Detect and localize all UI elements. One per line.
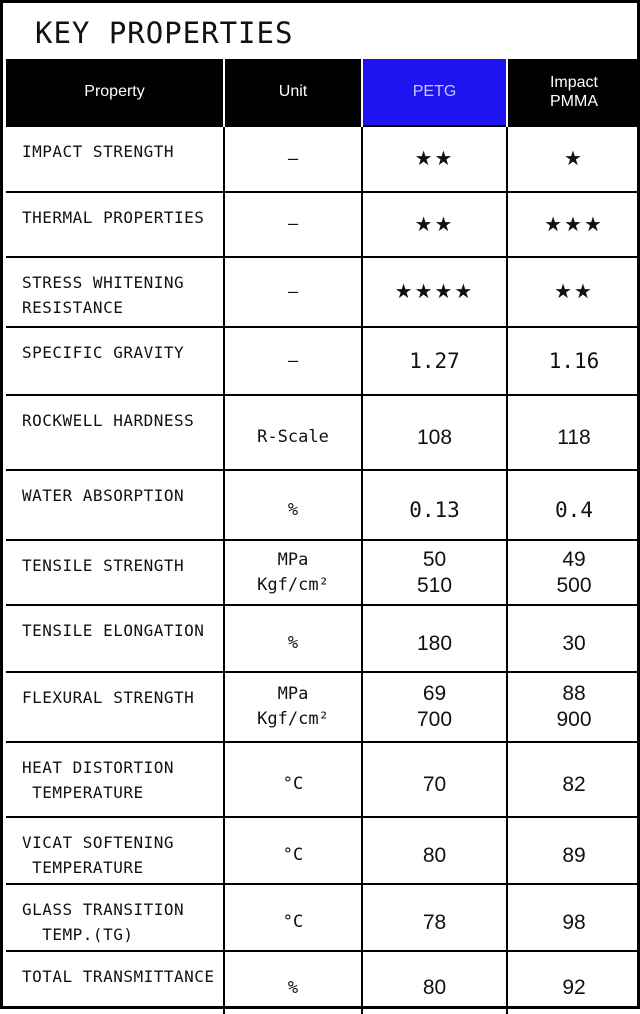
unit-cell [224, 327, 362, 395]
pmma-value: 92 [562, 976, 586, 999]
star-rating: ★★ [414, 148, 455, 170]
star-rating: ★ [564, 148, 584, 170]
petg-value: 700 [416, 708, 453, 731]
unit-value: — [287, 350, 299, 371]
pmma-value-cell [507, 742, 640, 817]
property-name-line: HEAT DISTORTION [22, 758, 174, 777]
pmma-value-cell [507, 470, 640, 540]
petg-value: 180 [416, 631, 453, 655]
table-row [6, 951, 640, 1014]
property-name-cell [6, 470, 224, 540]
unit-cell [224, 126, 362, 192]
property-name-line: TEMP.(TG) [22, 925, 134, 944]
property-name-cell [6, 817, 224, 884]
column-header-petg: PETG [362, 59, 507, 126]
property-name-line: FLEXURAL STRENGTH [22, 688, 195, 707]
property-name-cell [6, 395, 224, 470]
pmma-value-cell [507, 884, 640, 951]
unit-value: MPa [277, 549, 309, 570]
column-header-pmma-line2: PMMA [550, 93, 598, 110]
petg-value-cell [362, 540, 507, 605]
pmma-value-cell [507, 540, 640, 605]
property-name-cell [6, 951, 224, 1014]
pmma-value: 500 [556, 573, 592, 597]
unit-cell [224, 192, 362, 257]
unit-value: °C [282, 912, 304, 932]
unit-value: °C [282, 774, 304, 794]
unit-cell [224, 884, 362, 951]
property-name-line: STRESS WHITENING [22, 273, 185, 292]
pmma-value-cell [507, 395, 640, 470]
table-row [6, 817, 640, 884]
unit-value: % [287, 977, 299, 998]
table-row [6, 470, 640, 540]
star-rating: ★★ [554, 281, 594, 303]
unit-value: °C [282, 845, 304, 865]
petg-value: 69 [422, 682, 447, 705]
petg-value-cell [362, 605, 507, 672]
pmma-value: 118 [557, 425, 591, 449]
unit-value: R-Scale [257, 427, 329, 447]
unit-cell [224, 395, 362, 470]
pmma-value: 98 [562, 910, 586, 934]
petg-value-cell [362, 884, 507, 951]
column-header-unit: Unit [224, 59, 362, 126]
unit-value: % [287, 633, 299, 653]
pmma-value: 1.16 [548, 349, 600, 373]
table-row [6, 327, 640, 395]
unit-cell [224, 817, 362, 884]
property-name-line: TENSILE STRENGTH [22, 556, 185, 575]
table-row [6, 605, 640, 672]
petg-value: 50 [422, 547, 447, 571]
property-name-cell [6, 605, 224, 672]
pmma-value: 89 [562, 843, 586, 867]
property-name-line: THERMAL PROPERTIES [22, 208, 205, 227]
column-header-impact-pmma [507, 59, 640, 126]
pmma-value-cell [507, 327, 640, 395]
property-name-line: VICAT SOFTENING [22, 833, 174, 852]
petg-value-cell [362, 742, 507, 817]
properties-table [6, 59, 640, 1014]
property-name-line: ROCKWELL HARDNESS [22, 411, 195, 430]
petg-value-cell [362, 470, 507, 540]
column-header-pmma-line1: Impact [549, 73, 598, 91]
unit-value: Kgf/cm² [257, 574, 329, 595]
unit-value: MPa [277, 684, 309, 704]
table-row [6, 540, 640, 605]
pmma-value: 900 [556, 708, 592, 731]
table-row [6, 192, 640, 257]
petg-value-cell [362, 951, 507, 1014]
table-header-row [6, 59, 640, 126]
unit-value: — [287, 148, 299, 169]
unit-value: — [287, 281, 299, 302]
property-name-line: TEMPERATURE [22, 783, 144, 802]
table-row [6, 395, 640, 470]
pmma-value-cell [507, 817, 640, 884]
pmma-value-cell [507, 192, 640, 257]
petg-value-cell [362, 327, 507, 395]
property-name-cell [6, 884, 224, 951]
table-row [6, 742, 640, 817]
page-title: KEY PROPERTIES [35, 15, 294, 50]
property-name-line: IMPACT STRENGTH [22, 142, 174, 161]
property-name-line: WATER ABSORPTION [22, 486, 185, 505]
property-name-line: TENSILE ELONGATION [22, 621, 205, 640]
star-rating: ★★★ [544, 213, 604, 236]
pmma-value: 0.4 [555, 498, 593, 522]
pmma-value-cell [507, 605, 640, 672]
unit-cell [224, 951, 362, 1014]
petg-value-cell [362, 395, 507, 470]
property-name-cell [6, 672, 224, 742]
property-name-line: RESISTANCE [22, 298, 124, 317]
table-row [6, 257, 640, 327]
pmma-value-cell [507, 257, 640, 327]
pmma-value-cell [507, 126, 640, 192]
pmma-value: 82 [562, 772, 586, 796]
table-row [6, 672, 640, 742]
property-name-cell [6, 257, 224, 327]
petg-value: 70 [422, 772, 447, 796]
unit-value: Kgf/cm² [257, 709, 329, 729]
property-name-cell [6, 126, 224, 192]
star-rating: ★★★★ [394, 281, 475, 303]
unit-cell [224, 605, 362, 672]
petg-value-cell [362, 672, 507, 742]
petg-value: 0.13 [409, 498, 460, 522]
property-name-cell [6, 540, 224, 605]
pmma-value: 30 [562, 631, 586, 655]
pmma-value-cell [507, 951, 640, 1014]
property-name-cell [6, 742, 224, 817]
star-rating: ★★ [414, 213, 455, 236]
petg-value: 510 [416, 573, 453, 597]
pmma-value-cell [507, 672, 640, 742]
property-name-line: GLASS TRANSITION [22, 900, 185, 919]
petg-value-cell [362, 126, 507, 192]
unit-cell [224, 470, 362, 540]
petg-value: 1.27 [409, 349, 460, 373]
unit-cell [224, 540, 362, 605]
petg-value: 80 [422, 843, 447, 867]
petg-value: 80 [422, 976, 447, 999]
property-name-line: TOTAL TRANSMITTANCE [22, 967, 215, 986]
unit-value: — [287, 214, 299, 234]
petg-value-cell [362, 257, 507, 327]
unit-cell [224, 742, 362, 817]
table-row [6, 126, 640, 192]
table-body [6, 126, 640, 1014]
table-row [6, 884, 640, 951]
property-name-cell [6, 327, 224, 395]
property-name-line: SPECIFIC GRAVITY [22, 343, 185, 362]
petg-value-cell [362, 192, 507, 257]
property-name-cell [6, 192, 224, 257]
pmma-value: 88 [562, 682, 586, 705]
property-name-line: TEMPERATURE [22, 858, 144, 877]
petg-value: 78 [422, 910, 447, 934]
petg-value: 108 [416, 425, 453, 449]
petg-value-cell [362, 817, 507, 884]
pmma-value: 49 [562, 547, 586, 571]
unit-value: % [287, 499, 299, 520]
unit-cell [224, 257, 362, 327]
unit-cell [224, 672, 362, 742]
column-header-property: Property [6, 59, 224, 126]
